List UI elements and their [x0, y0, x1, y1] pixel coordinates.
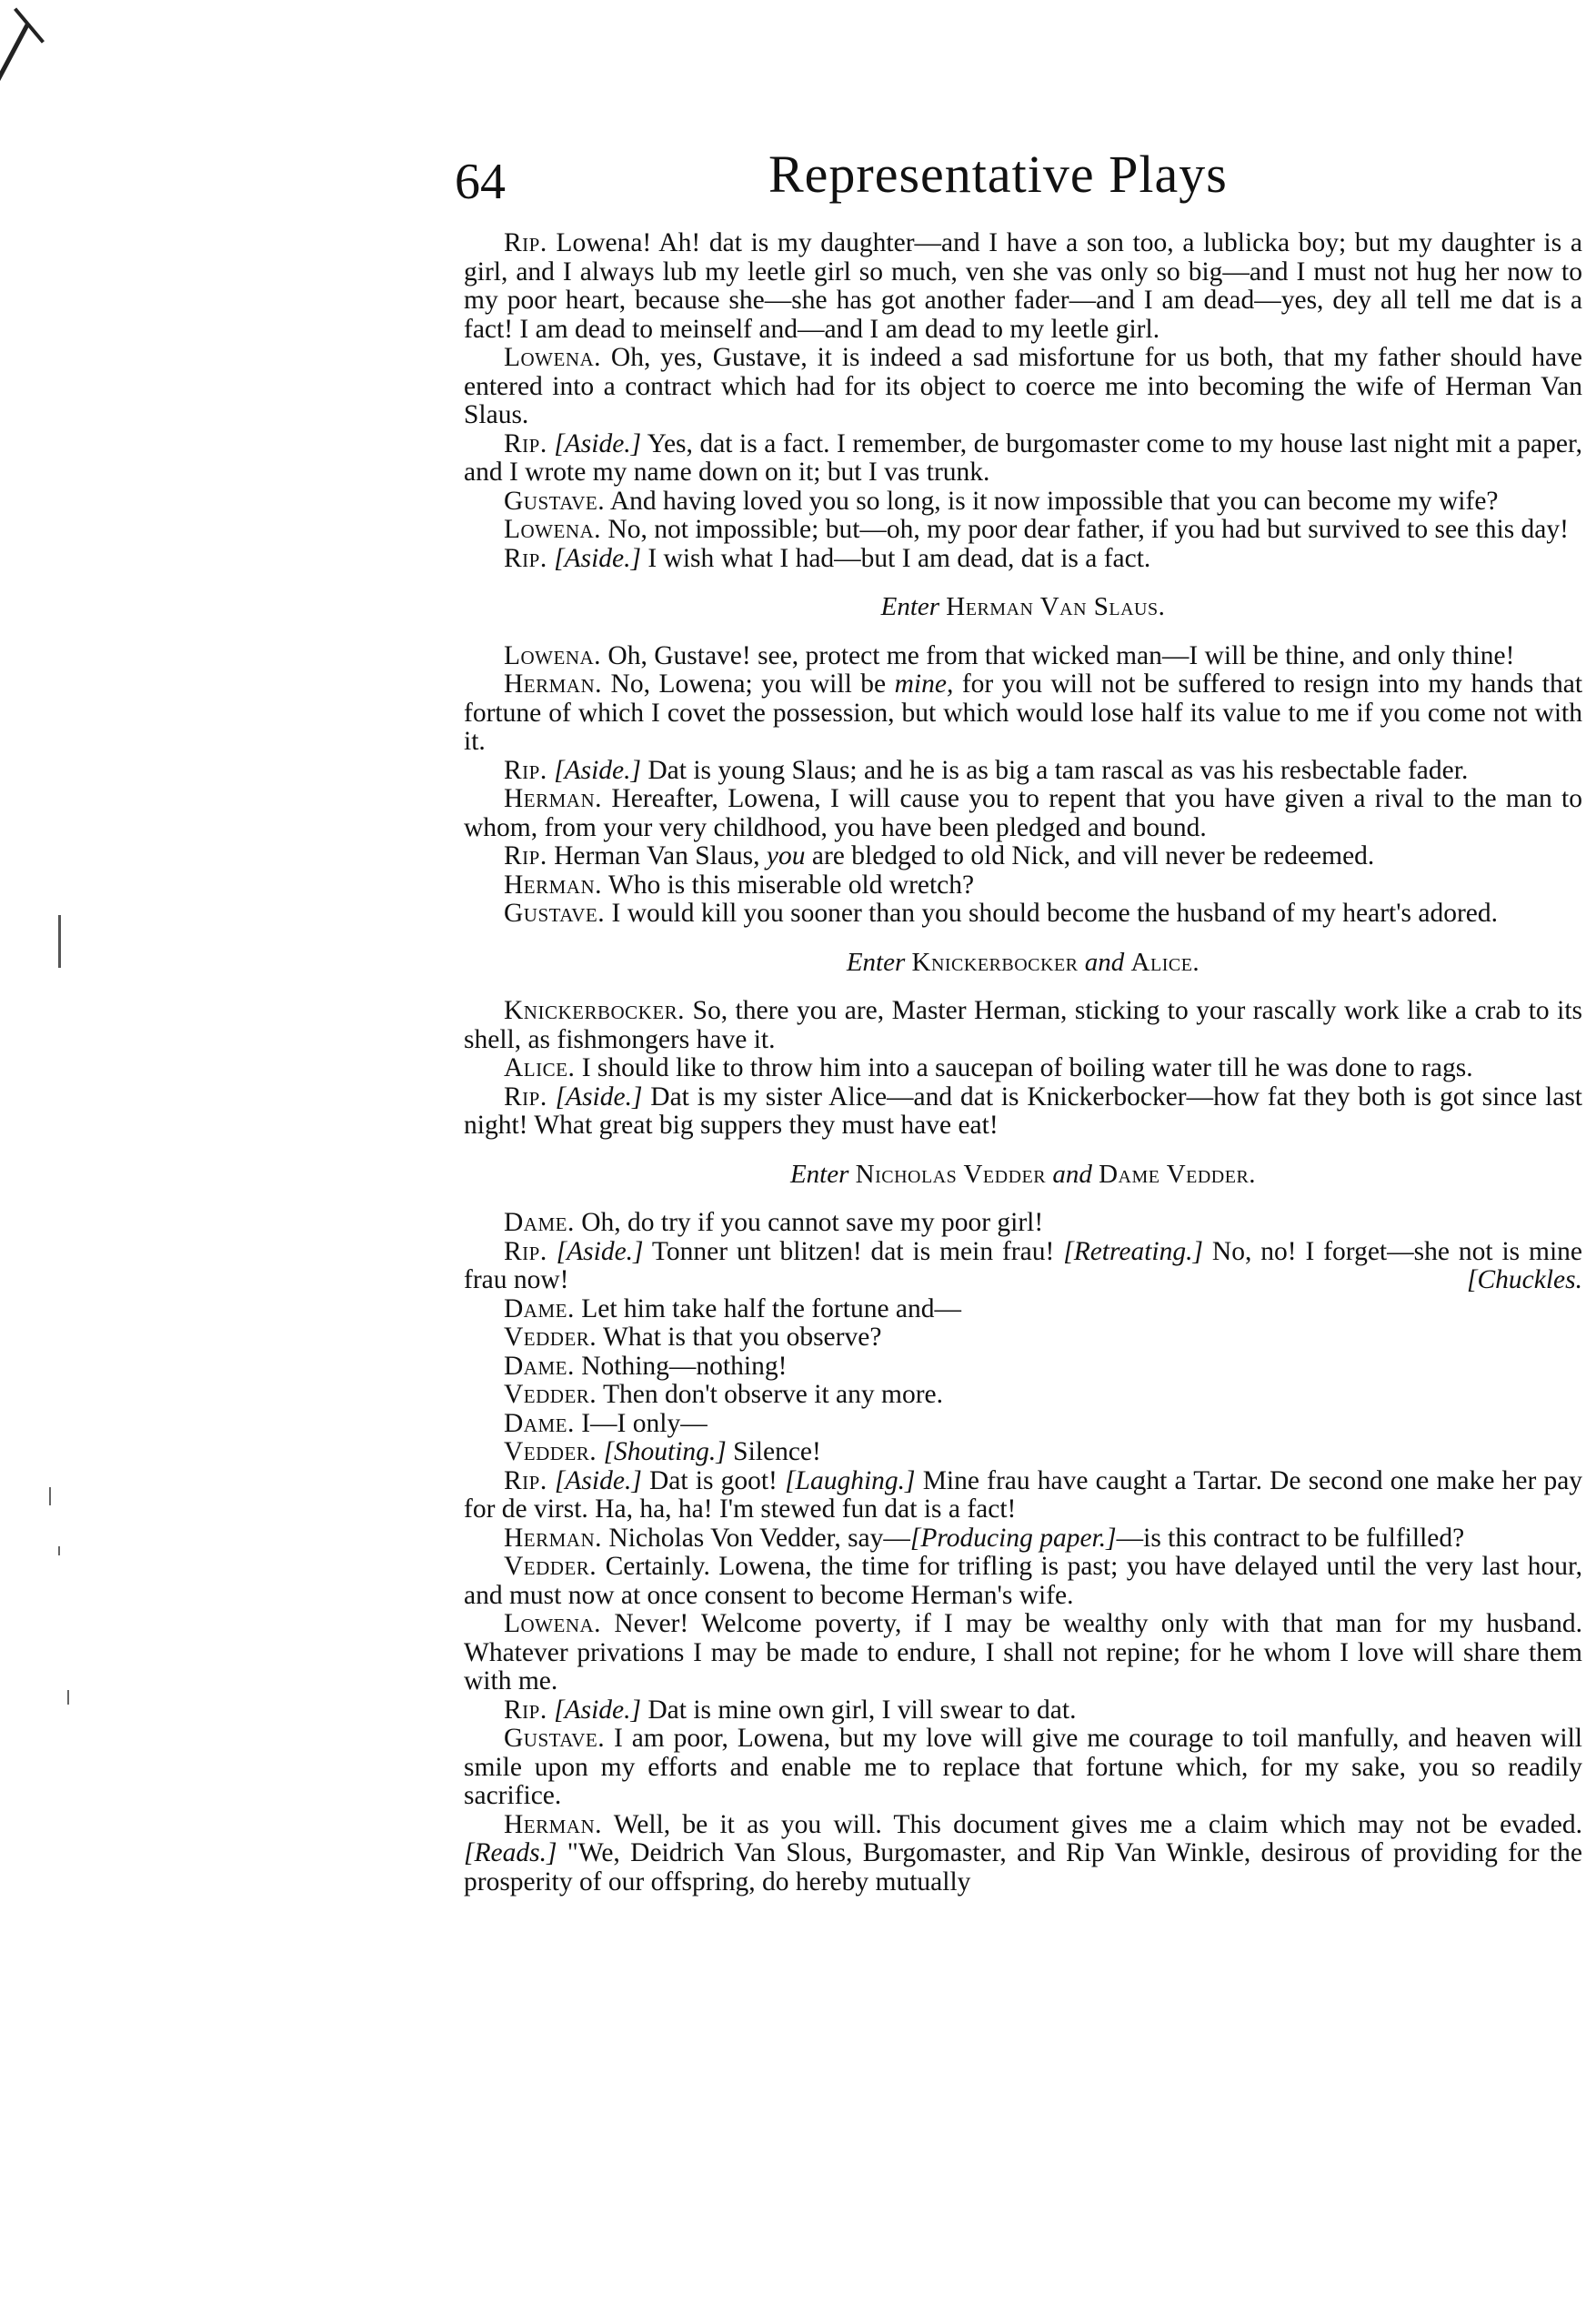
speaker-name: Dame. [504, 1293, 575, 1323]
speaker-name: Lowena. [504, 343, 602, 372]
speaker-name: Vedder. [504, 1380, 597, 1409]
entering-character: Herman Van Slaus. [946, 592, 1166, 621]
line-text: Silence! [733, 1437, 821, 1466]
dialogue-line [464, 1323, 1582, 1353]
speaker-name: Lowena. [504, 515, 602, 544]
margin-mark [58, 1546, 60, 1555]
dialogue-line [464, 900, 1582, 929]
speaker-name: Vedder. [504, 1552, 597, 1581]
dialogue-line [464, 642, 1582, 671]
speaker-name: Rip. [504, 543, 547, 573]
line-text: Tonner unt blitzen! dat is mein frau! [651, 1236, 1055, 1266]
line-text: for you will not be suffered to resign into my hands that fortune of which I covet the possession, but which would lose half its value to me if you come not with it. [464, 669, 1583, 756]
page-header [455, 144, 1596, 226]
dialogue-line [464, 757, 1582, 786]
dialogue-line [464, 229, 1582, 344]
dialogue-line [464, 1553, 1582, 1610]
stage-direction: [Reads.] [464, 1838, 557, 1867]
dialogue-line [464, 1238, 1582, 1295]
line-text: No, Lowena; you will be [610, 669, 887, 699]
speaker-name: Herman. [504, 870, 603, 900]
speaker-name: Herman. [504, 784, 603, 813]
line-text: Nothing—nothing! [581, 1351, 788, 1381]
speaker-name: Herman. [504, 1809, 603, 1839]
line-text: No, not impossible; but—oh, my poor dear father, if you had but survived to see this day! [607, 515, 1569, 544]
stage-direction: [Laughing.] [785, 1465, 916, 1495]
line-text: Dat is goot! [648, 1465, 778, 1495]
play-text [464, 229, 1582, 1896]
line-text: Oh, do try if you cannot save my poor girl! [581, 1208, 1044, 1237]
speaker-name: Gustave. [504, 899, 606, 928]
dialogue-line [464, 430, 1582, 488]
entering-character: Alice. [1130, 947, 1200, 977]
page-number: 64 [455, 154, 506, 210]
dialogue-line [464, 670, 1582, 757]
dialogue-line [464, 1438, 1582, 1467]
dialogue-line [464, 1467, 1582, 1524]
line-text: Let him take half the fortune and— [581, 1293, 962, 1323]
dialogue-line [464, 1054, 1582, 1083]
line-text: Certainly. Lowena, the time for trifling is past; you have delayed until the very last hour, and must now at once consent to become Herman's wife. [464, 1552, 1583, 1610]
speaker-name: Rip. [504, 841, 547, 870]
margin-mark [49, 1487, 51, 1505]
entrance-direction [464, 949, 1582, 978]
speaker-name: Rip. [504, 428, 547, 458]
entering-character: Dame Vedder. [1099, 1159, 1257, 1189]
stage-direction: [Aside.] [554, 755, 641, 785]
line-text: I would kill you sooner than you should become the husband of my heart's adored. [611, 899, 1499, 928]
dialogue-line [464, 785, 1582, 842]
line-text: I wish what I had—but I am dead, dat is a fact. [647, 543, 1151, 573]
dialogue-line [464, 1610, 1582, 1696]
dialogue-line [464, 1524, 1582, 1554]
line-text: So, there you are, Master Herman, sticking to your rascally work like a crab to its shell, as fishmongers have it. [464, 996, 1583, 1054]
dialogue-line [464, 1811, 1582, 1897]
line-text: What is that you observe? [603, 1323, 882, 1352]
speaker-name: Knickerbocker. [504, 996, 686, 1025]
line-text: Yes, dat is a fact. I remember, de burgomaster come to my house last night mit a paper, and I wrote my name down on it; but I vas trunk. [464, 428, 1583, 487]
dialogue-line [464, 1083, 1582, 1141]
speaker-name: Vedder. [504, 1437, 597, 1466]
dialogue-line [464, 1381, 1582, 1410]
line-text: Nicholas Von Vedder, say— [608, 1523, 910, 1553]
line-text: No, no! I forget—she not is mine frau now! [464, 1236, 1583, 1294]
running-title: Representative Plays [768, 145, 1228, 204]
speaker-name: Herman. [504, 1523, 603, 1553]
emphasis: mine, [894, 669, 954, 699]
speaker-name: Lowena. [504, 640, 602, 670]
stage-direction: [Retreating.] [1063, 1236, 1203, 1266]
stage-direction: [Producing paper.] [909, 1523, 1117, 1553]
stage-direction: [Aside.] [555, 1082, 643, 1112]
enter-word: Enter [846, 947, 906, 977]
speaker-name: Dame. [504, 1408, 575, 1438]
line-text: I am poor, Lowena, but my love will give me courage to toil manfully, and heaven will smile upon my efforts and enable me to replace that fortune which, for my sake, you so readily sacrifice. [464, 1724, 1582, 1810]
stage-direction: [Aside.] [554, 543, 641, 573]
conjunction: and [1084, 947, 1125, 977]
line-text: are bledged to old Nick, and vill never be redeemed. [811, 841, 1375, 870]
entering-character: Knickerbocker [911, 947, 1079, 977]
entrance-direction [464, 1161, 1582, 1190]
conjunction: and [1052, 1159, 1092, 1189]
line-text: I—I only— [581, 1408, 708, 1438]
line-text: Mine frau have caught a Tartar. De second one make her pay for de virst. Ha, ha, ha! I'm stewed fun dat is a fact! [464, 1465, 1583, 1524]
speaker-name: Herman. [504, 669, 603, 699]
margin-mark [67, 1690, 69, 1705]
stage-direction-right: [Chuckles. [1467, 1265, 1582, 1294]
speaker-name: Vedder. [504, 1323, 597, 1352]
line-text: Dat is mine own girl, I vill swear to dat. [647, 1695, 1077, 1725]
enter-word: Enter [880, 592, 940, 621]
line-text: Oh, Gustave! see, protect me from that wicked man—I will be thine, and only thine! [607, 640, 1515, 670]
dialogue-line [464, 1353, 1582, 1382]
speaker-name: Rip. [504, 1236, 547, 1266]
entering-character: Nicholas Vedder [855, 1159, 1047, 1189]
speaker-name: Dame. [504, 1351, 575, 1381]
dialogue-line [464, 1209, 1582, 1238]
dialogue-line [464, 516, 1582, 545]
speaker-name: Rip. [504, 1465, 547, 1495]
dialogue-line [464, 1410, 1582, 1439]
speaker-name: Rip. [504, 1082, 547, 1112]
line-text: Dat is my sister Alice—and dat is Knickerbocker—how fat they both is got since last night! What great big suppers they must have eat! [464, 1082, 1582, 1140]
emphasis: you [766, 841, 806, 870]
line-text: Well, be it as you will. This document gives me a claim which may not be evaded. [613, 1809, 1583, 1839]
speaker-name: Rip. [504, 1695, 547, 1725]
enter-word: Enter [789, 1159, 849, 1189]
line-text: Never! Welcome poverty, if I may be wealthy only with that man for my husband. Whatever privations I may be made to endure, I shall not repine; for he whom I love will share them with me. [464, 1609, 1583, 1695]
stage-direction: [Shouting.] [603, 1437, 727, 1466]
dialogue-line [464, 1696, 1582, 1725]
dialogue-line [464, 871, 1582, 900]
speaker-name: Lowena. [504, 1609, 602, 1638]
dialogue-line [464, 344, 1582, 430]
speaker-name: Dame. [504, 1208, 575, 1237]
line-text: I should like to throw him into a saucepan of boiling water till he was done to rags. [581, 1053, 1473, 1082]
line-text: Herman Van Slaus, [554, 841, 760, 870]
dialogue-line [464, 1295, 1582, 1324]
dialogue-line [464, 842, 1582, 871]
speaker-name: Gustave. [504, 486, 606, 516]
line-text: Then don't observe it any more. [603, 1380, 943, 1409]
line-text: And having loved you so long, is it now impossible that you can become my wife? [609, 486, 1499, 516]
stage-direction: [Aside.] [554, 1465, 642, 1495]
line-text: —is this contract to be fulfilled? [1116, 1523, 1465, 1553]
line-text: "We, Deidrich Van Slous, Burgomaster, and Rip Van Winkle, desirous of providing for the prosperity of our offspring, do hereby mutually [464, 1838, 1582, 1896]
line-text: Dat is young Slaus; and he is as big a tam rascal as vas his resbectable fader. [647, 755, 1469, 785]
speaker-name: Gustave. [504, 1724, 606, 1753]
entrance-direction [464, 593, 1582, 622]
stage-direction: [Aside.] [554, 428, 642, 458]
speaker-name: Alice. [504, 1053, 576, 1082]
line-text: Who is this miserable old wretch? [607, 870, 975, 900]
line-text: Hereafter, Lowena, I will cause you to repent that you have given a rival to the man to whom, from your very childhood, you have been pledged and bound. [464, 784, 1583, 842]
stage-direction: [Aside.] [554, 1695, 641, 1725]
dialogue-line [464, 488, 1582, 517]
dialogue-line [464, 1725, 1582, 1811]
speaker-name: Rip. [504, 755, 547, 785]
margin-mark [58, 915, 61, 968]
dialogue-line [464, 997, 1582, 1054]
line-text: Oh, yes, Gustave, it is indeed a sad misfortune for us both, that my father should have entered into a contract which had for its object to coerce me into becoming the wife of Herman Van Slaus. [464, 343, 1582, 429]
corner-mark [0, 22, 30, 95]
speaker-name: Rip. [504, 228, 547, 257]
line-text: Lowena! Ah! dat is my daughter—and I have a son too, a lublicka boy; but my daughter is a girl, and I always lub my leetle girl so much, ven she vas only so big—and I must not hug her now to my poor heart, because she—she has got another fader—and I am dead—yes, dey all tell me dat is a fact! I am dead to meinself and—and I am dead to my leetle girl. [464, 228, 1583, 344]
dialogue-line [464, 545, 1582, 574]
stage-direction: [Aside.] [556, 1236, 644, 1266]
